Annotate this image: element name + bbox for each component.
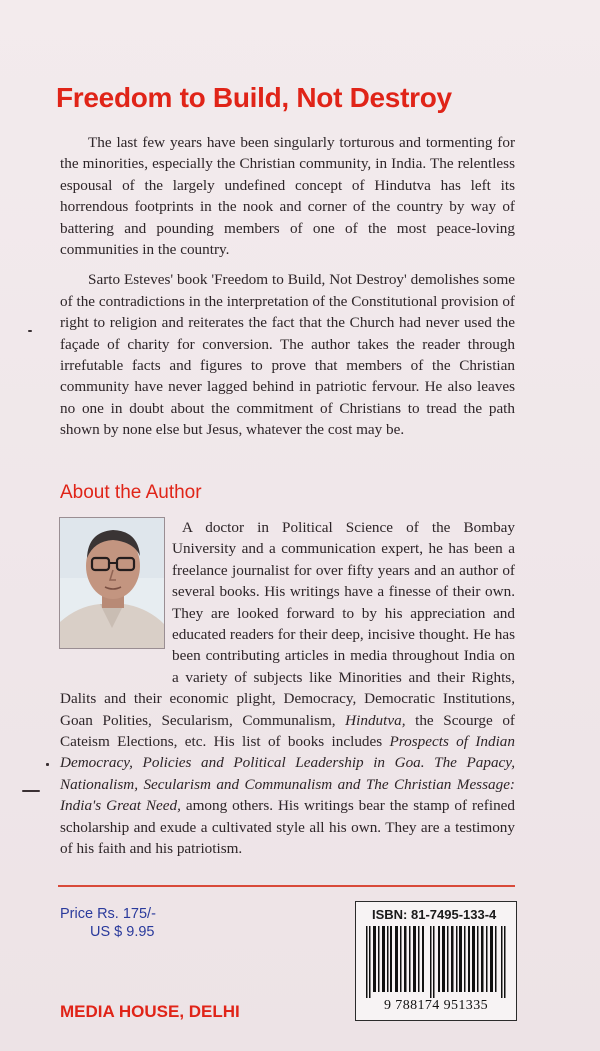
bio-italic-text: Prospects of Indian Democracy, Policies and Political Leadership in Goa. The Papacy, Nationalism, Secularism and Communalism and The Christian Message: India's Great Need,	[60, 733, 515, 815]
price-inr: Price Rs. 175/-	[60, 906, 156, 922]
photo-spacer	[60, 517, 172, 687]
scan-speck	[22, 790, 40, 792]
price-usd: US $ 9.95	[90, 924, 155, 940]
barcode-digits: 9 788174 951335	[384, 998, 488, 1013]
blurb-paragraph: The last few years have been singularly torturous and tormenting for the minorities, especially the Christian community, in India. The relentless espousal of the largely undefined concept of Hindutva has left its horrendous footprints in the nook and corner of the country by way of battering and pounding members of one of the most peace-loving communities in the country.	[60, 134, 515, 259]
divider	[58, 885, 515, 887]
barcode-box	[355, 901, 517, 1021]
publisher-name: MEDIA HOUSE, DELHI	[60, 1002, 240, 1021]
scan-speck	[46, 763, 49, 766]
blurb-paragraph: Sarto Esteves' book 'Freedom to Build, Not Destroy' demolishes some of the contradictions in the interpretation of the Constitutional provision of right to religion and reiterates the fact that the Church had never used the façade of charity for conversion. The author takes the reader through irrefutable facts and figures to prove that members of the Christian community have never lagged behind in patriotic fervour. He also leaves no one in doubt about the commitment of Christians to tread the path shown by none else but Jesus, whatever the cost may be.	[60, 271, 515, 439]
author-bio	[60, 517, 515, 860]
scan-speck	[28, 330, 32, 332]
book-title: Freedom to Build, Not Destroy	[56, 82, 452, 113]
price-block	[60, 905, 156, 941]
about-author-heading: About the Author	[60, 482, 202, 503]
blurb	[60, 132, 515, 450]
bio-italic-text: Hindutva,	[345, 711, 406, 729]
bio-text-part: the Scourge of Cateism Elections, etc. His list of books includes	[60, 711, 515, 751]
bio-text-part: among others. His writings bear the stamp of refined scholarship and exude a cultivated style all his own. They are a testimony of his faith and his patriotism.	[60, 797, 515, 858]
bio-text-part: A doctor in Political Science of the Bombay University and a communication expert, he has been a freelance journalist for over fifty years and an author of several books. His writings have a finesse of their own. They are looked forward to by his appreciation and educated readers for their deep, incisive thought. He has been contributing articles in media throughout India on a variety of subjects like Minorities and their Rights, Dalits and their economic plight, Democracy, Democratic Institutions, Goan Polities, Secularism, Communalism,	[60, 519, 515, 729]
barcode-icon	[364, 926, 508, 998]
isbn-label: ISBN: 81-7495-133-4	[372, 907, 497, 922]
